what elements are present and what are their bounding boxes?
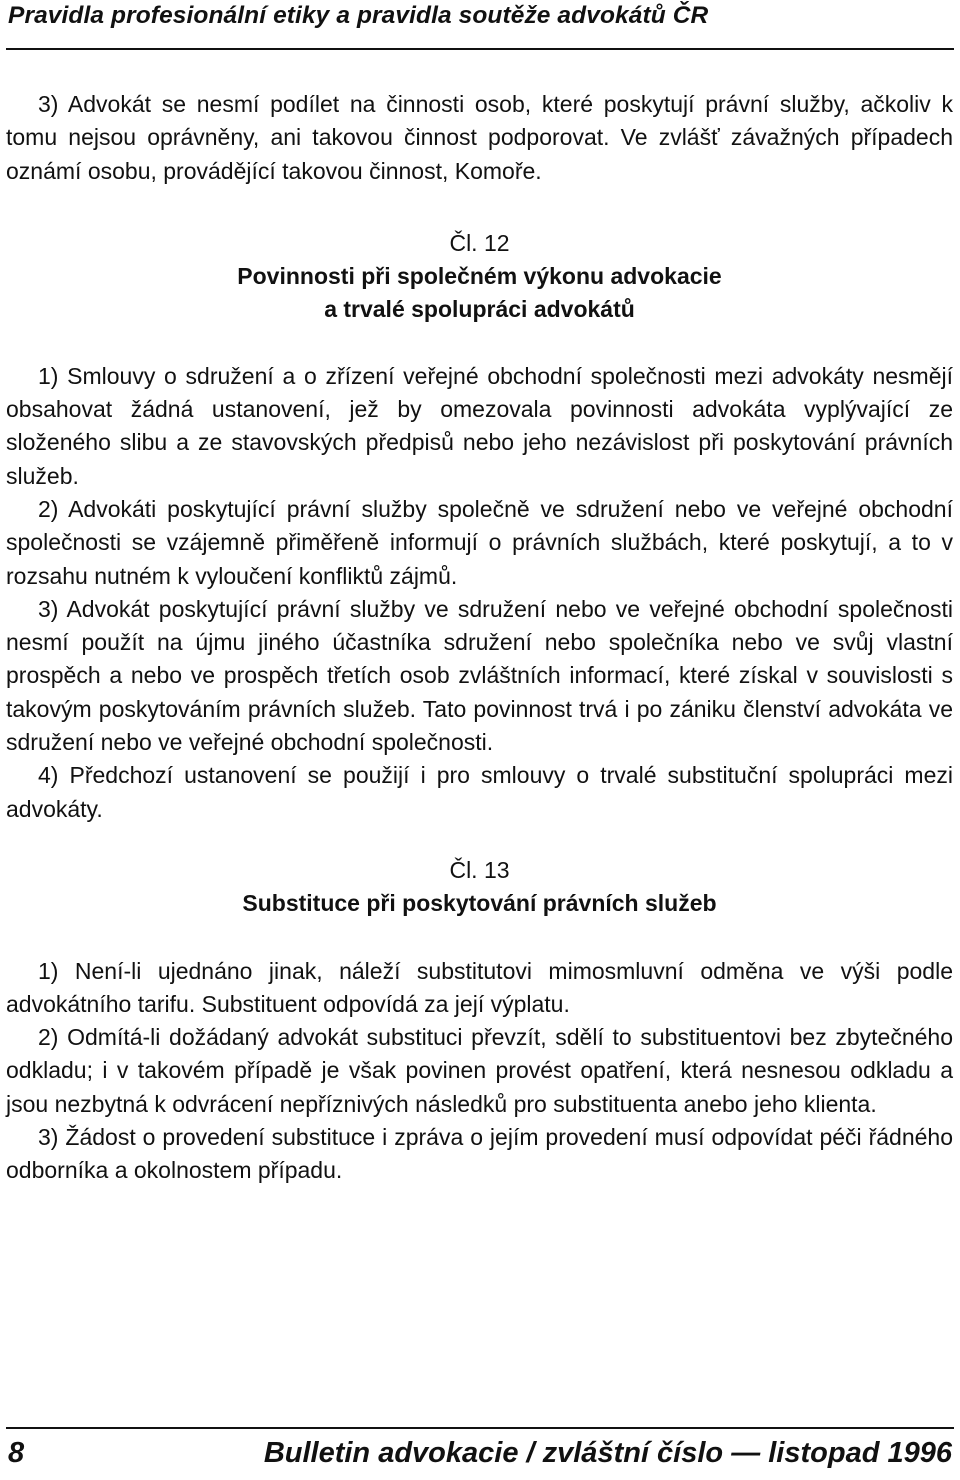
spacer	[6, 188, 953, 227]
running-header: Pravidla profesionální etiky a pravidla soutěže advokátů ČR	[8, 2, 709, 29]
footer-page-number: 8	[8, 1437, 25, 1469]
footer-rule	[6, 1427, 954, 1429]
paragraph-intro-3: 3) Advokát se nesmí podílet na činnosti osob, které poskytují právní služby, ačkoliv k tomu nejsou oprávněny, ani takovou činnost podporovat. Ve zvlášť závažných případech oznámí osobu, provádějící takovou činnost, Komoře.	[6, 91, 953, 184]
footer-publication: Bulletin advokacie / zvláštní číslo — listopad 1996	[263, 1437, 952, 1469]
article-12-title-line-1: Povinnosti při společném výkonu advokacie	[237, 263, 722, 290]
article-12-title-line-2: a trvalé spolupráci advokátů	[324, 296, 635, 323]
article-13-paragraph-3: 3) Žádost o provedení substituce i zpráva o jejím provedení musí odpovídat péči řádného odborníka a okolnostem případu.	[6, 1124, 953, 1184]
spacer	[6, 327, 953, 360]
article-12-paragraph-4: 4) Předchozí ustanovení se použijí i pro smlouvy o trvalé substituční spolupráci mezi advokáty.	[6, 762, 953, 822]
article-12-paragraph-3: 3) Advokát poskytující právní služby ve sdružení nebo ve veřejné obchodní společnosti nesmí použít na újmu jiného účastníka sdružení nebo společníka nebo ve svůj vlastní prospěch a nebo ve prospěch třetích osob zvláštních informací, které získal v souvislosti s takovým poskytováním právních služeb. Tato povinnost trvá i po zániku členství advokáta ve sdružení nebo ve veřejné obchodní společnosti.	[6, 595, 953, 756]
article-13-paragraph-1: 1) Není-li ujednáno jinak, náleží substitutovi mimosmluvní odměna ve výši podle advokátního tarifu. Substituent odpovídá za její výplatu.	[6, 957, 953, 1017]
spacer	[6, 826, 953, 854]
article-13-title: Substituce při poskytování právních služeb	[242, 890, 717, 917]
article-13-number: Čl. 13	[449, 856, 510, 883]
article-12-paragraph-2: 2) Advokáti poskytující právní služby společně ve sdružení nebo ve veřejné obchodní společnosti se vzájemně přiměřeně informují o právních službách, které poskytují, a to v rozsahu nutném k vyloučení konfliktů zájmů.	[6, 495, 953, 589]
document-body	[6, 88, 953, 1188]
article-12-paragraph-1: 1) Smlouvy o sdružení a o zřízení veřejné obchodní společnosti mezi advokáty nesmějí obsahovat žádná ustanovení, jež by omezovala povinnosti advokáta vyplývající ze složeného slibu a ze stavovských předpisů nebo jeho nezávislost při poskytování právních služeb.	[6, 362, 953, 489]
header-rule	[6, 48, 954, 50]
spacer	[6, 921, 953, 955]
article-13-paragraph-2: 2) Odmítá-li dožádaný advokát substituci převzít, sdělí to substituentovi bez zbytečného odkladu; i v takovém případě je však povinen provést opatření, která nesnesou odkladu a jsou nezbytná k odvrácení nepříznivých následků pro substituenta anebo jeho klienta.	[6, 1024, 953, 1117]
article-12-number: Čl. 12	[449, 229, 510, 256]
